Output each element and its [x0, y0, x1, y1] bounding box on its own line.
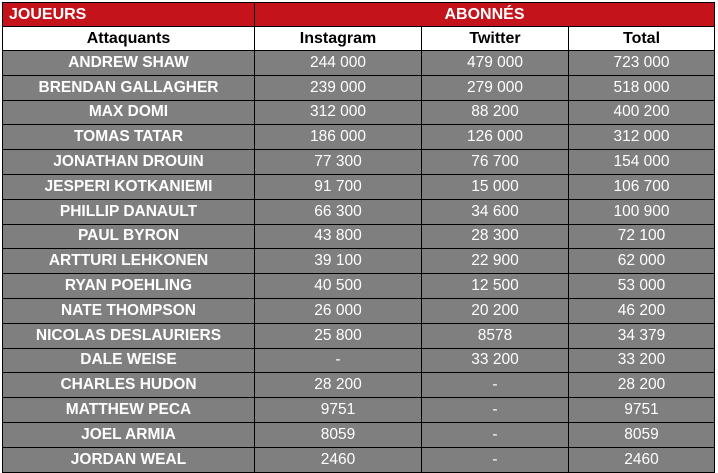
- twitter-cell: 279 000: [422, 75, 569, 100]
- player-name-cell: JORDAN WEAL: [3, 447, 255, 472]
- twitter-cell: 15 000: [422, 174, 569, 199]
- players-group-header: JOUEURS: [3, 3, 255, 27]
- instagram-cell: 40 500: [255, 274, 422, 299]
- table-row: [3, 249, 715, 274]
- table-column-header-row: [3, 27, 715, 51]
- total-cell: 8059: [569, 422, 715, 447]
- instagram-cell: 239 000: [255, 75, 422, 100]
- table-row: [3, 398, 715, 423]
- column-header-category: Attaquants: [3, 27, 255, 51]
- table-row: [3, 150, 715, 175]
- total-cell: 28 200: [569, 373, 715, 398]
- table-row: [3, 224, 715, 249]
- player-name-cell: PAUL BYRON: [3, 224, 255, 249]
- instagram-cell: 77 300: [255, 150, 422, 175]
- total-cell: 723 000: [569, 51, 715, 76]
- instagram-cell: 26 000: [255, 298, 422, 323]
- player-name-cell: MATTHEW PECA: [3, 398, 255, 423]
- player-name-cell: MAX DOMI: [3, 100, 255, 125]
- player-name-cell: TOMAS TATAR: [3, 125, 255, 150]
- table-row: [3, 274, 715, 299]
- total-cell: 53 000: [569, 274, 715, 299]
- table-row: [3, 422, 715, 447]
- column-header-twitter: Twitter: [422, 27, 569, 51]
- instagram-cell: 43 800: [255, 224, 422, 249]
- twitter-cell: -: [422, 373, 569, 398]
- twitter-cell: 34 600: [422, 199, 569, 224]
- column-header-instagram: Instagram: [255, 27, 422, 51]
- instagram-cell: 312 000: [255, 100, 422, 125]
- instagram-cell: 39 100: [255, 249, 422, 274]
- player-name-cell: ANDREW SHAW: [3, 51, 255, 76]
- instagram-cell: 2460: [255, 447, 422, 472]
- player-name-cell: NICOLAS DESLAURIERS: [3, 323, 255, 348]
- twitter-cell: 22 900: [422, 249, 569, 274]
- total-cell: 106 700: [569, 174, 715, 199]
- player-name-cell: JONATHAN DROUIN: [3, 150, 255, 175]
- instagram-cell: -: [255, 348, 422, 373]
- total-cell: 62 000: [569, 249, 715, 274]
- twitter-cell: 12 500: [422, 274, 569, 299]
- player-name-cell: JESPERI KOTKANIEMI: [3, 174, 255, 199]
- table-row: [3, 199, 715, 224]
- instagram-cell: 25 800: [255, 323, 422, 348]
- table-row: [3, 323, 715, 348]
- table-group-header-row: [3, 3, 715, 27]
- twitter-cell: 76 700: [422, 150, 569, 175]
- twitter-cell: 479 000: [422, 51, 569, 76]
- total-cell: 46 200: [569, 298, 715, 323]
- instagram-cell: 8059: [255, 422, 422, 447]
- instagram-cell: 9751: [255, 398, 422, 423]
- total-cell: 400 200: [569, 100, 715, 125]
- player-name-cell: CHARLES HUDON: [3, 373, 255, 398]
- instagram-cell: 186 000: [255, 125, 422, 150]
- table-row: [3, 125, 715, 150]
- total-cell: 312 000: [569, 125, 715, 150]
- table-row: [3, 348, 715, 373]
- twitter-cell: -: [422, 447, 569, 472]
- twitter-cell: 33 200: [422, 348, 569, 373]
- table-row: [3, 75, 715, 100]
- table-row: [3, 51, 715, 76]
- player-name-cell: JOEL ARMIA: [3, 422, 255, 447]
- player-name-cell: DALE WEISE: [3, 348, 255, 373]
- total-cell: 100 900: [569, 199, 715, 224]
- instagram-cell: 66 300: [255, 199, 422, 224]
- instagram-cell: 28 200: [255, 373, 422, 398]
- total-cell: 9751: [569, 398, 715, 423]
- followers-table: [2, 2, 715, 473]
- twitter-cell: -: [422, 398, 569, 423]
- player-name-cell: PHILLIP DANAULT: [3, 199, 255, 224]
- total-cell: 518 000: [569, 75, 715, 100]
- instagram-cell: 91 700: [255, 174, 422, 199]
- total-cell: 154 000: [569, 150, 715, 175]
- twitter-cell: 8578: [422, 323, 569, 348]
- followers-table-container: [2, 2, 714, 473]
- twitter-cell: -: [422, 422, 569, 447]
- total-cell: 2460: [569, 447, 715, 472]
- total-cell: 72 100: [569, 224, 715, 249]
- total-cell: 34 379: [569, 323, 715, 348]
- player-name-cell: BRENDAN GALLAGHER: [3, 75, 255, 100]
- twitter-cell: 28 300: [422, 224, 569, 249]
- column-header-total: Total: [569, 27, 715, 51]
- table-row: [3, 447, 715, 472]
- twitter-cell: 126 000: [422, 125, 569, 150]
- player-name-cell: ARTTURI LEHKONEN: [3, 249, 255, 274]
- player-name-cell: RYAN POEHLING: [3, 274, 255, 299]
- twitter-cell: 20 200: [422, 298, 569, 323]
- table-row: [3, 100, 715, 125]
- table-row: [3, 373, 715, 398]
- followers-group-header: ABONNÉS: [255, 3, 715, 27]
- table-body: [3, 51, 715, 473]
- player-name-cell: NATE THOMPSON: [3, 298, 255, 323]
- table-row: [3, 174, 715, 199]
- table-row: [3, 298, 715, 323]
- twitter-cell: 88 200: [422, 100, 569, 125]
- total-cell: 33 200: [569, 348, 715, 373]
- instagram-cell: 244 000: [255, 51, 422, 76]
